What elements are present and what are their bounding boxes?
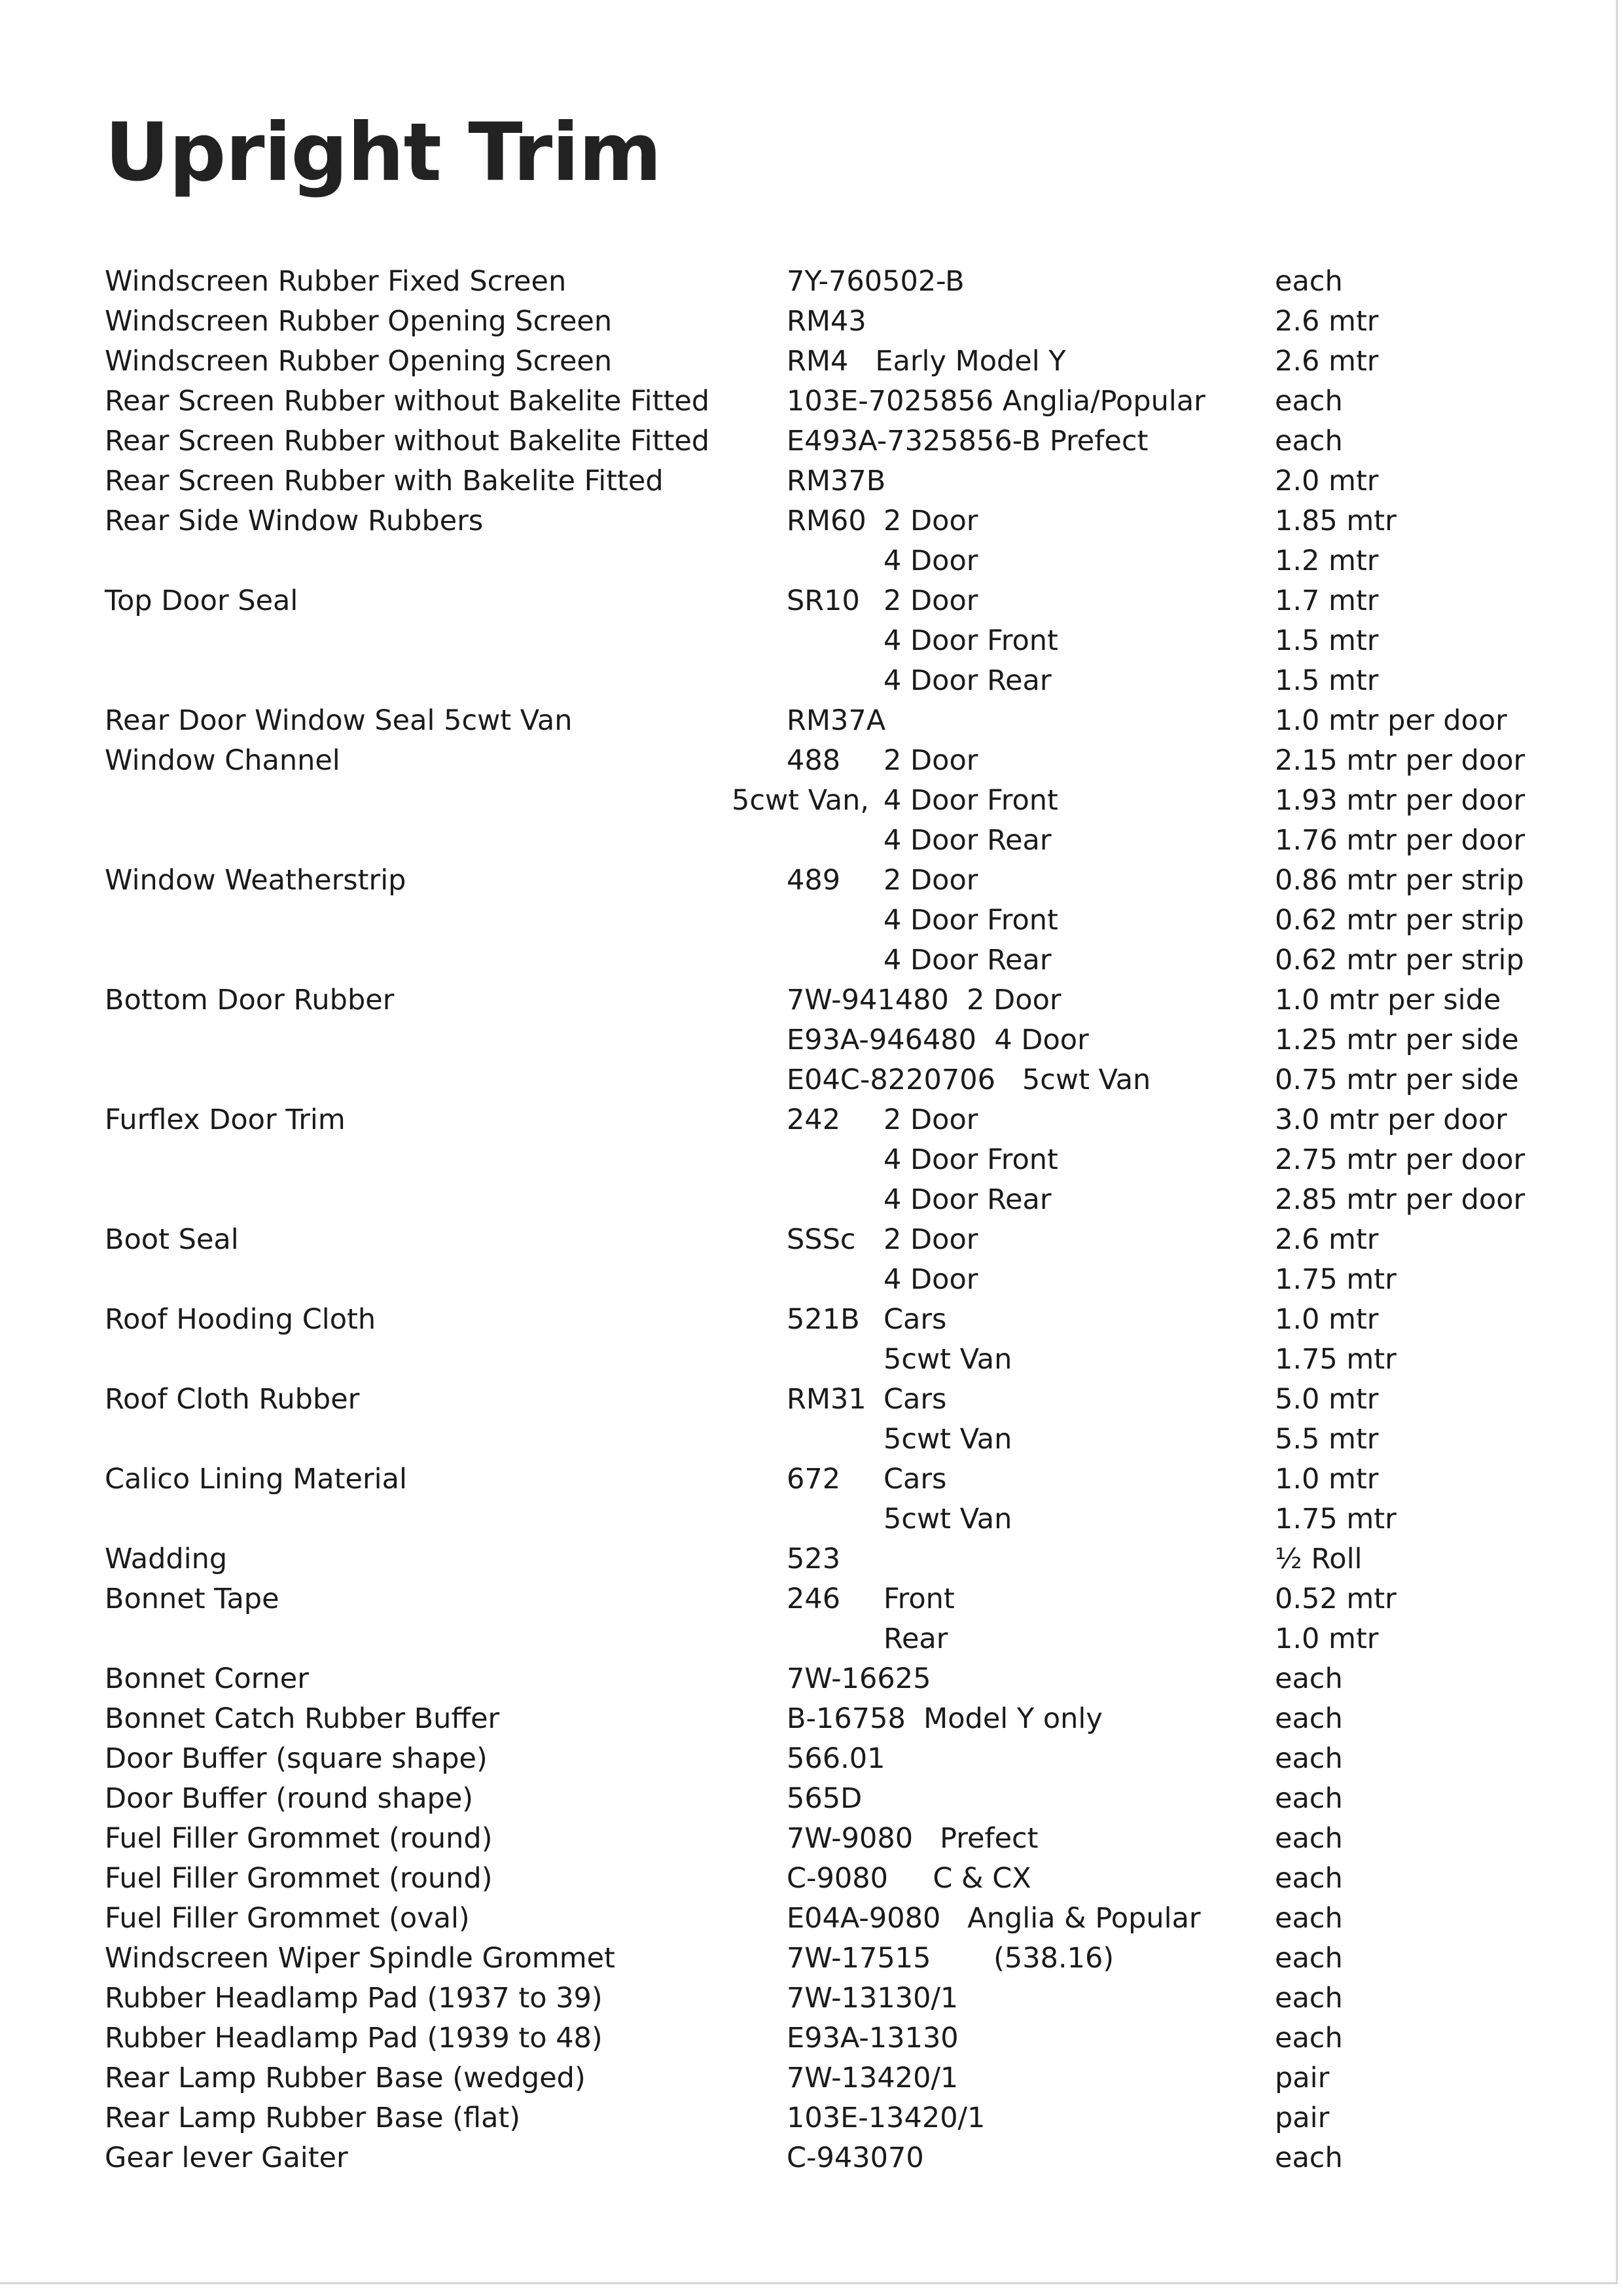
part-name: Rear Door Window Seal 5cwt Van — [105, 704, 573, 737]
list-item — [0, 342, 1623, 382]
part-quantity: 0.62 mtr per strip — [1275, 944, 1524, 977]
part-name: Windscreen Rubber Opening Screen — [105, 305, 613, 338]
part-quantity: each — [1275, 2142, 1343, 2174]
part-quantity: pair — [1275, 2102, 1330, 2134]
part-name: Gear lever Gaiter — [105, 2142, 348, 2174]
part-quantity: 2.75 mtr per door — [1275, 1143, 1525, 1176]
part-quantity: each — [1275, 1862, 1343, 1895]
part-quantity: 1.7 mtr — [1275, 584, 1379, 617]
part-code: E493A-7325856-B Prefect — [787, 425, 1149, 457]
part-quantity: ½ Roll — [1275, 1543, 1363, 1575]
part-quantity: 1.0 mtr — [1275, 1623, 1379, 1655]
part-name: Boot Seal — [105, 1223, 239, 1256]
part-variant: 4 Door Rear — [883, 944, 1052, 977]
part-name: Bonnet Catch Rubber Buffer — [105, 1702, 500, 1735]
part-name: Top Door Seal — [105, 584, 298, 617]
part-name: Door Buffer (square shape) — [105, 1742, 488, 1775]
part-name: Windscreen Wiper Spindle Grommet — [105, 1942, 615, 1975]
part-quantity: each — [1275, 1942, 1343, 1975]
part-quantity: each — [1275, 425, 1343, 457]
page-title: Upright Trim — [105, 106, 662, 199]
part-name: Rear Screen Rubber without Bakelite Fitted — [105, 425, 710, 457]
list-item — [0, 1979, 1623, 2018]
part-quantity: each — [1275, 1662, 1343, 1695]
part-quantity: 5.0 mtr — [1275, 1383, 1379, 1416]
parts-list — [0, 262, 1623, 2178]
list-item — [0, 701, 1623, 741]
part-code: RM37B — [787, 465, 886, 497]
part-variant: Front — [883, 1583, 955, 1615]
part-code: 7W-17515 (538.16) — [787, 1942, 1115, 1975]
part-code: E93A-946480 4 Door — [787, 1024, 1089, 1056]
part-code: 672 — [787, 1463, 841, 1496]
part-quantity: 1.2 mtr — [1275, 545, 1379, 577]
part-variant: 4 Door — [883, 545, 978, 577]
part-code: 242 — [787, 1103, 841, 1136]
part-variant: 4 Door Front — [883, 1143, 1058, 1176]
part-quantity: 1.85 mtr — [1275, 505, 1397, 537]
part-variant: Cars — [883, 1463, 947, 1496]
part-name: Rear Screen Rubber with Bakelite Fitted — [105, 465, 664, 497]
list-item — [0, 1939, 1623, 1979]
part-code: 103E-7025856 Anglia/Popular — [787, 385, 1205, 418]
part-variant: 5cwt Van — [883, 1343, 1012, 1376]
list-item — [0, 541, 1623, 581]
list-item — [0, 1819, 1623, 1859]
list-item — [0, 1340, 1623, 1380]
part-quantity: 2.85 mtr per door — [1275, 1183, 1525, 1216]
part-variant: 4 Door — [883, 1263, 978, 1296]
part-quantity: 5.5 mtr — [1275, 1423, 1379, 1456]
part-variant: Rear — [883, 1623, 948, 1655]
part-code: C-943070 — [787, 2142, 924, 2174]
list-item — [0, 1420, 1623, 1460]
part-code: 7Y-760502-B — [787, 265, 965, 298]
part-code: SSSc — [787, 1223, 856, 1256]
part-quantity: 0.75 mtr per side — [1275, 1064, 1519, 1096]
list-item — [0, 382, 1623, 422]
part-variant: 2 Door — [883, 744, 978, 777]
part-code: 523 — [787, 1543, 841, 1575]
part-code: SR10 — [787, 584, 860, 617]
part-variant: Cars — [883, 1383, 947, 1416]
part-name: Window Channel — [105, 744, 340, 777]
list-item — [0, 262, 1623, 302]
part-name: Fuel Filler Grommet (oval) — [105, 1902, 470, 1935]
part-variant: 2 Door — [883, 584, 978, 617]
list-item — [0, 422, 1623, 461]
part-code: 521B — [787, 1303, 860, 1336]
list-item — [0, 1180, 1623, 1220]
part-quantity: 2.6 mtr — [1275, 305, 1379, 338]
part-code: E93A-13130 — [787, 2022, 959, 2054]
part-quantity: each — [1275, 1742, 1343, 1775]
list-item — [0, 1499, 1623, 1539]
part-variant: 4 Door Front — [883, 904, 1058, 937]
part-code: RM43 — [787, 305, 866, 338]
part-code: RM60 — [787, 505, 866, 537]
part-code: 5cwt Van, — [732, 784, 870, 817]
list-item — [0, 1899, 1623, 1939]
list-item — [0, 1859, 1623, 1899]
part-quantity: each — [1275, 1782, 1343, 1815]
part-name: Wadding — [105, 1543, 228, 1575]
part-quantity: 1.0 mtr — [1275, 1303, 1379, 1336]
part-quantity: 1.0 mtr per side — [1275, 984, 1501, 1016]
list-item — [0, 1739, 1623, 1779]
part-code: 566.01 — [787, 1742, 885, 1775]
part-name: Fuel Filler Grommet (round) — [105, 1822, 493, 1855]
part-name: Rear Lamp Rubber Base (wedged) — [105, 2062, 586, 2094]
list-item — [0, 1220, 1623, 1260]
list-item — [0, 1659, 1623, 1699]
list-item — [0, 501, 1623, 541]
part-quantity: each — [1275, 1702, 1343, 1735]
list-item — [0, 781, 1623, 821]
list-item — [0, 1260, 1623, 1300]
part-code: 246 — [787, 1583, 841, 1615]
part-quantity: 1.0 mtr per door — [1275, 704, 1507, 737]
part-quantity: each — [1275, 1982, 1343, 2015]
part-variant: 4 Door Front — [883, 624, 1058, 657]
part-quantity: 1.5 mtr — [1275, 664, 1379, 697]
part-variant: 4 Door Front — [883, 784, 1058, 817]
part-name: Rear Lamp Rubber Base (flat) — [105, 2102, 521, 2134]
part-name: Roof Cloth Rubber — [105, 1383, 360, 1416]
part-variant: 2 Door — [883, 505, 978, 537]
part-name: Door Buffer (round shape) — [105, 1782, 474, 1815]
part-name: Window Weatherstrip — [105, 864, 406, 897]
list-item — [0, 2018, 1623, 2058]
part-name: Rear Side Window Rubbers — [105, 505, 484, 537]
part-name: Furflex Door Trim — [105, 1103, 346, 1136]
part-name: Bottom Door Rubber — [105, 984, 395, 1016]
part-code: 489 — [787, 864, 841, 897]
part-variant: 2 Door — [883, 1103, 978, 1136]
list-item — [0, 1140, 1623, 1180]
part-quantity: 1.93 mtr per door — [1275, 784, 1525, 817]
part-quantity: 0.52 mtr — [1275, 1583, 1397, 1615]
part-variant: 4 Door Rear — [883, 664, 1052, 697]
part-quantity: 0.62 mtr per strip — [1275, 904, 1524, 937]
list-item — [0, 2098, 1623, 2138]
part-quantity: 1.75 mtr — [1275, 1503, 1397, 1535]
part-quantity: 3.0 mtr per door — [1275, 1103, 1507, 1136]
part-variant: 4 Door Rear — [883, 824, 1052, 857]
part-quantity: pair — [1275, 2062, 1330, 2094]
part-code: RM31 — [787, 1383, 866, 1416]
list-item — [0, 1579, 1623, 1619]
part-code: 7W-13130/1 — [787, 1982, 959, 2015]
part-name: Rubber Headlamp Pad (1939 to 48) — [105, 2022, 603, 2054]
list-item — [0, 980, 1623, 1020]
part-code: E04C-8220706 5cwt Van — [787, 1064, 1151, 1096]
part-quantity: 1.75 mtr — [1275, 1263, 1397, 1296]
part-quantity: each — [1275, 385, 1343, 418]
part-quantity: 1.75 mtr — [1275, 1343, 1397, 1376]
list-item — [0, 1460, 1623, 1499]
part-name: Roof Hooding Cloth — [105, 1303, 376, 1336]
part-code: C-9080 C & CX — [787, 1862, 1031, 1895]
part-code: RM37A — [787, 704, 886, 737]
part-quantity: each — [1275, 1822, 1343, 1855]
part-quantity: 1.76 mtr per door — [1275, 824, 1525, 857]
part-quantity: 2.6 mtr — [1275, 1223, 1379, 1256]
list-item — [0, 821, 1623, 861]
part-variant: 2 Door — [883, 1223, 978, 1256]
part-quantity: 1.5 mtr — [1275, 624, 1379, 657]
part-quantity: 2.0 mtr — [1275, 465, 1379, 497]
part-variant: Cars — [883, 1303, 947, 1336]
list-item — [0, 2138, 1623, 2178]
part-variant: 5cwt Van — [883, 1423, 1012, 1456]
list-item — [0, 1539, 1623, 1579]
list-item — [0, 941, 1623, 980]
list-item — [0, 741, 1623, 781]
part-variant: 4 Door Rear — [883, 1183, 1052, 1216]
list-item — [0, 581, 1623, 621]
list-item — [0, 901, 1623, 941]
part-code: 103E-13420/1 — [787, 2102, 986, 2134]
part-code: 7W-16625 — [787, 1662, 931, 1695]
list-item — [0, 1020, 1623, 1060]
part-name: Calico Lining Material — [105, 1463, 407, 1496]
list-item — [0, 1779, 1623, 1819]
list-item — [0, 1300, 1623, 1340]
list-item — [0, 1380, 1623, 1420]
list-item — [0, 2058, 1623, 2098]
list-item — [0, 1060, 1623, 1100]
part-variant: 5cwt Van — [883, 1503, 1012, 1535]
part-quantity: 0.86 mtr per strip — [1275, 864, 1524, 897]
part-quantity: 1.25 mtr per side — [1275, 1024, 1519, 1056]
part-code: E04A-9080 Anglia & Popular — [787, 1902, 1201, 1935]
part-variant: 2 Door — [883, 864, 978, 897]
list-item — [0, 661, 1623, 701]
part-name: Bonnet Corner — [105, 1662, 309, 1695]
list-item — [0, 1100, 1623, 1140]
part-quantity: each — [1275, 1902, 1343, 1935]
list-item — [0, 861, 1623, 901]
part-name: Fuel Filler Grommet (round) — [105, 1862, 493, 1895]
list-item — [0, 1699, 1623, 1739]
part-name: Rubber Headlamp Pad (1937 to 39) — [105, 1982, 603, 2015]
part-code: 488 — [787, 744, 841, 777]
part-code: RM4 Early Model Y — [787, 345, 1066, 378]
part-quantity: 2.6 mtr — [1275, 345, 1379, 378]
list-item — [0, 302, 1623, 342]
part-quantity: 1.0 mtr — [1275, 1463, 1379, 1496]
part-code: 7W-9080 Prefect — [787, 1822, 1039, 1855]
part-code: B-16758 Model Y only — [787, 1702, 1103, 1735]
list-item — [0, 461, 1623, 501]
part-name: Windscreen Rubber Fixed Screen — [105, 265, 567, 298]
part-code: 7W-13420/1 — [787, 2062, 959, 2094]
part-name: Windscreen Rubber Opening Screen — [105, 345, 613, 378]
list-item — [0, 1619, 1623, 1659]
part-code: 7W-941480 2 Door — [787, 984, 1061, 1016]
part-quantity: each — [1275, 265, 1343, 298]
list-item — [0, 621, 1623, 661]
part-code: 565D — [787, 1782, 863, 1815]
part-quantity: 2.15 mtr per door — [1275, 744, 1525, 777]
part-name: Bonnet Tape — [105, 1583, 279, 1615]
part-quantity: each — [1275, 2022, 1343, 2054]
part-name: Rear Screen Rubber without Bakelite Fitted — [105, 385, 710, 418]
